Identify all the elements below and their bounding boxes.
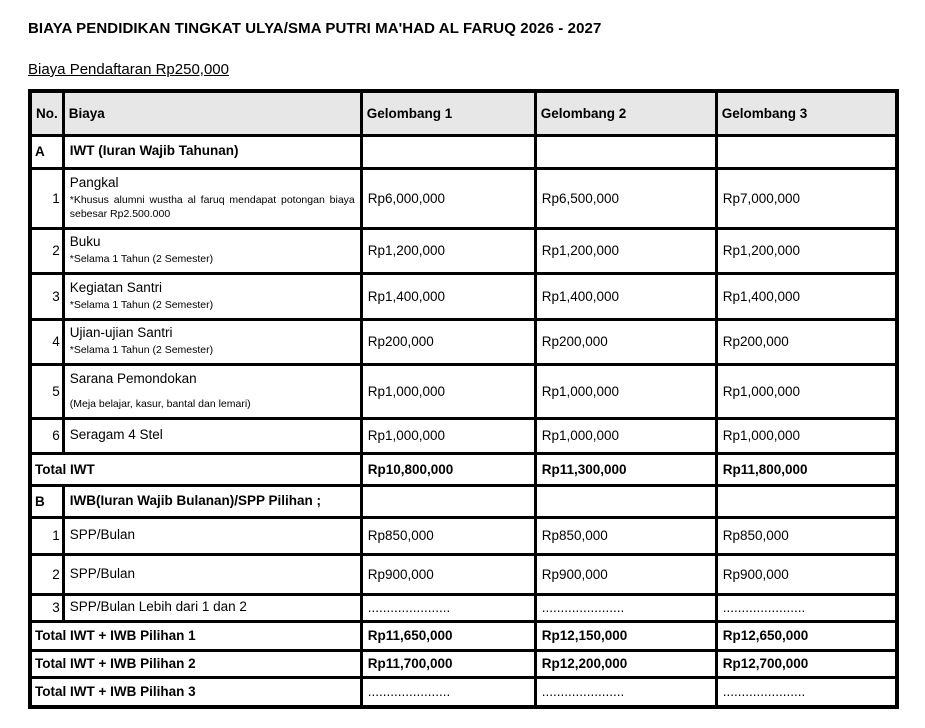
fee-value: Rp1,200,000 xyxy=(535,228,716,273)
fee-value: Rp11,650,000 xyxy=(361,621,535,650)
total-label-total-iwt: Total IWT xyxy=(30,453,361,485)
page-title: BIAYA PENDIDIKAN TINGKAT ULYA/SMA PUTRI MA'HAD AL FARUQ 2026 - 2027 xyxy=(28,20,602,37)
fee-value: Rp12,650,000 xyxy=(716,621,897,650)
fee-value: Rp1,000,000 xyxy=(361,418,535,453)
fee-item-label: SPP/Bulan Lebih dari 1 dan 2 xyxy=(69,599,247,615)
total-row xyxy=(30,650,897,677)
fee-item-label: Kegiatan Santri xyxy=(69,279,163,295)
fee-value: Rp6,500,000 xyxy=(535,168,716,228)
fee-value: Rp850,000 xyxy=(716,517,897,554)
item-row xyxy=(30,594,897,621)
fee-value: Rp900,000 xyxy=(716,554,897,594)
dotted-placeholder: ...................... xyxy=(361,594,535,621)
fee-item-label: IWT (Iuran Wajib Tahunan) xyxy=(69,143,239,159)
total-row xyxy=(30,677,897,707)
fee-value: Rp850,000 xyxy=(361,517,535,554)
fee-value: Rp1,200,000 xyxy=(361,228,535,273)
fee-value: Rp12,150,000 xyxy=(535,621,716,650)
fee-value: Rp1,000,000 xyxy=(535,418,716,453)
fee-value: Rp850,000 xyxy=(535,517,716,554)
total-label-total-iwt-iwb-pilihan-1: Total IWT + IWB Pilihan 1 xyxy=(30,621,361,650)
empty-cell xyxy=(535,485,716,517)
fee-item-label: Buku xyxy=(69,234,101,250)
row-number: 4 xyxy=(30,319,63,364)
total-label-total-iwt-iwb-pilihan-3: Total IWT + IWB Pilihan 3 xyxy=(30,677,361,707)
dotted-placeholder: ...................... xyxy=(716,594,897,621)
row-number: 2 xyxy=(30,554,63,594)
fee-value: Rp11,800,000 xyxy=(716,453,897,485)
fee-value: Rp200,000 xyxy=(716,319,897,364)
empty-cell xyxy=(361,135,535,168)
row-number: 2 xyxy=(30,228,63,273)
dotted-placeholder: ...................... xyxy=(716,677,897,707)
section-row xyxy=(30,485,897,517)
item-row xyxy=(30,319,897,364)
fee-item-cell xyxy=(63,517,361,554)
row-number: 3 xyxy=(30,273,63,319)
total-row xyxy=(30,453,897,485)
dotted-placeholder: ...................... xyxy=(535,594,716,621)
item-row xyxy=(30,168,897,228)
fee-value: Rp200,000 xyxy=(535,319,716,364)
row-number: 1 xyxy=(30,517,63,554)
fee-item-label: Ujian-ujian Santri xyxy=(69,325,173,341)
empty-cell xyxy=(716,135,897,168)
fee-item-label: SPP/Bulan xyxy=(69,565,136,581)
fee-item-note: *Selama 1 Tahun (2 Semester) xyxy=(69,253,214,266)
fee-item-cell xyxy=(63,319,361,364)
empty-cell xyxy=(716,485,897,517)
fee-value: Rp11,300,000 xyxy=(535,453,716,485)
fee-value: Rp6,000,000 xyxy=(361,168,535,228)
row-number: 3 xyxy=(30,594,63,621)
item-row xyxy=(30,228,897,273)
dotted-placeholder: ...................... xyxy=(535,677,716,707)
item-row xyxy=(30,273,897,319)
fee-value: Rp1,400,000 xyxy=(716,273,897,319)
row-number: 1 xyxy=(30,168,63,228)
fee-value: Rp1,200,000 xyxy=(716,228,897,273)
row-number: B xyxy=(30,485,63,517)
dotted-placeholder: ...................... xyxy=(361,677,535,707)
item-row xyxy=(30,418,897,453)
fee-item-cell xyxy=(63,364,361,418)
fee-item-note: (Meja belajar, kasur, bantal dan lemari) xyxy=(69,397,251,410)
fee-value: Rp200,000 xyxy=(361,319,535,364)
fee-value: Rp900,000 xyxy=(361,554,535,594)
fee-item-label: SPP/Bulan xyxy=(69,527,136,543)
registration-fee-note: Biaya Pendaftaran Rp250,000 xyxy=(28,61,229,78)
fee-item-note: *Selama 1 Tahun (2 Semester) xyxy=(69,298,214,311)
fee-value: Rp900,000 xyxy=(535,554,716,594)
fee-value: Rp1,400,000 xyxy=(535,273,716,319)
fee-item-cell xyxy=(63,594,361,621)
fee-value: Rp1,000,000 xyxy=(361,364,535,418)
total-row xyxy=(30,621,897,650)
total-label-total-iwt-iwb-pilihan-2: Total IWT + IWB Pilihan 2 xyxy=(30,650,361,677)
column-header-no: No. xyxy=(30,91,63,135)
item-row xyxy=(30,554,897,594)
fee-item-label: IWB(Iuran Wajib Bulanan)/SPP Pilihan ; xyxy=(69,492,322,508)
fee-item-cell xyxy=(63,168,361,228)
fee-value: Rp7,000,000 xyxy=(716,168,897,228)
empty-cell xyxy=(535,135,716,168)
row-number: 6 xyxy=(30,418,63,453)
fee-item-cell xyxy=(63,273,361,319)
row-number: A xyxy=(30,135,63,168)
item-row xyxy=(30,517,897,554)
fee-item-label: Sarana Pemondokan xyxy=(69,370,197,386)
fee-value: Rp12,200,000 xyxy=(535,650,716,677)
fee-table xyxy=(28,89,899,709)
fee-value: Rp1,000,000 xyxy=(535,364,716,418)
column-header-gelombang-1: Gelombang 1 xyxy=(361,91,535,135)
fee-value: Rp1,400,000 xyxy=(361,273,535,319)
fee-item-note: *Khusus alumni wustha al faruq mendapat potongan biaya sebesar Rp2.500.000 xyxy=(69,193,355,220)
fee-item-cell xyxy=(63,228,361,273)
row-number: 5 xyxy=(30,364,63,418)
fee-table-head xyxy=(30,91,897,135)
fee-table-body xyxy=(30,135,897,707)
column-header-biaya: Biaya xyxy=(63,91,361,135)
fee-value: Rp12,700,000 xyxy=(716,650,897,677)
column-header-gelombang-3: Gelombang 3 xyxy=(716,91,897,135)
fee-item-cell xyxy=(63,418,361,453)
fee-item-note: *Selama 1 Tahun (2 Semester) xyxy=(69,344,214,357)
fee-item-cell xyxy=(63,485,361,517)
fee-item-label: Pangkal xyxy=(69,174,119,190)
fee-value: Rp1,000,000 xyxy=(716,418,897,453)
column-header-gelombang-2: Gelombang 2 xyxy=(535,91,716,135)
fee-item-cell xyxy=(63,554,361,594)
section-row xyxy=(30,135,897,168)
empty-cell xyxy=(361,485,535,517)
fee-item-label: Seragam 4 Stel xyxy=(69,427,163,443)
fee-value: Rp11,700,000 xyxy=(361,650,535,677)
header-row xyxy=(30,91,897,135)
fee-value: Rp1,000,000 xyxy=(716,364,897,418)
fee-item-cell xyxy=(63,135,361,168)
fee-value: Rp10,800,000 xyxy=(361,453,535,485)
item-row xyxy=(30,364,897,418)
